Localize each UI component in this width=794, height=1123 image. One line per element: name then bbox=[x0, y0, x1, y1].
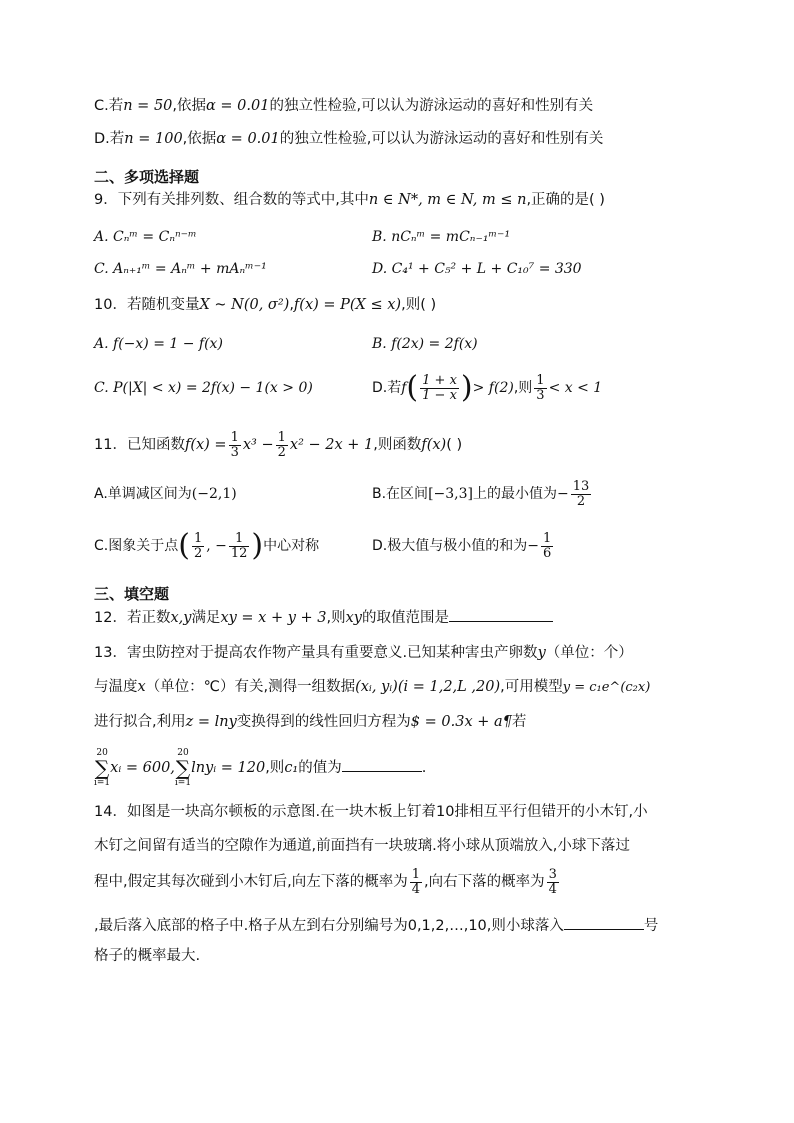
question-14-line-2: 木钉之间留有适当的空隙作为通道,前面挡有一块玻璃.将小球从顶端放入,小球下落过 bbox=[94, 838, 630, 854]
question-10-stem: 10．若随机变量X ~ N(0, σ²),f(x) = P(X ≤ x),则( ) bbox=[94, 297, 437, 313]
question-10-option-d: D.若f( $\frac{1 + x}{1 - x}$ )> f(2),则 $\frac{1}{3}$ < x < 1 bbox=[372, 370, 603, 405]
section-title-fill-in: 三、填空题 bbox=[94, 585, 170, 603]
fraction: $\frac{3}{4}$ bbox=[548, 866, 557, 897]
summation-1: 20 ∑ i=1 bbox=[94, 748, 111, 788]
question-13-line-2: 与温度x（单位：℃）有关,测得一组数据(xᵢ, yᵢ)(i = 1,2,L ,20),可用模型y = c₁e^(c₂x) bbox=[94, 679, 651, 695]
paren-open: ( bbox=[178, 528, 190, 563]
question-9-stem: 9．下列有关排列数、组合数的等式中,其中n ∈ N*, m ∈ N, m ≤ n,正确的是( ) bbox=[94, 192, 605, 208]
question-9-option-a: A. Cₙᵐ = Cₙⁿ⁻ᵐ bbox=[94, 229, 197, 245]
question-14-line-4: ,最后落入底部的格子中.格子从左到右分别编号为0,1,2,…,10,则小球落入 号 bbox=[94, 915, 658, 937]
question-11-option-c: C.图象关于点( $\frac{1}{2}$ , − $\frac{1}{12}$ )中心对称 bbox=[94, 528, 320, 563]
fraction: $\frac{1}{6}$ bbox=[542, 530, 552, 561]
question-9-option-c: C. Aₙ₊₁ᵐ = Aₙᵐ + mAₙᵐ⁻¹ bbox=[94, 261, 267, 277]
question-13-line-4: 20 ∑ i=1 xᵢ = 600, 20 ∑ i=1 lnyᵢ = 120,则c₁的值为 . bbox=[94, 748, 427, 788]
fraction: $\frac{13}{2}$ bbox=[572, 478, 590, 509]
sigma-symbol: ∑ bbox=[94, 756, 110, 780]
option-8d: D.若n = 100,依据α = 0.01的独立性检验,可以认为游泳运动的喜好和性别有关 bbox=[94, 131, 604, 147]
question-12-stem: 12．若正数x,y满足xy = x + y + 3,则xy的取值范围是 bbox=[94, 607, 553, 629]
answer-blank-13[interactable] bbox=[342, 757, 422, 772]
question-11-option-d: D.极大值与极小值的和为− $\frac{1}{6}$ bbox=[372, 530, 552, 561]
question-13-line-1: 13．害虫防控对于提高农作物产量具有重要意义.已知某种害虫产卵数y（单位：个） bbox=[94, 645, 633, 661]
question-11-stem: 11．已知函数f(x) = $\frac{1}{3}$ x³ − $\frac{1}{2}$ x² − 2x + 1,则函数f(x)( ) bbox=[94, 429, 463, 460]
fraction: $\frac{1}{2}$ bbox=[277, 429, 286, 460]
fraction: $\frac{1}{12}$ bbox=[230, 530, 248, 561]
question-9-option-d: D. C₄¹ + C₅² + L + C₁₀⁷ = 330 bbox=[372, 261, 582, 277]
section-title-multiple-choice: 二、多项选择题 bbox=[94, 168, 200, 186]
question-9-option-b: B. nCₙᵐ = mCₙ₋₁ᵐ⁻¹ bbox=[372, 229, 511, 245]
paren-open: ( bbox=[406, 370, 419, 405]
paren-close: ) bbox=[460, 370, 473, 405]
option-8c: C.若n = 50,依据α = 0.01的独立性检验,可以认为游泳运动的喜好和性别有关 bbox=[94, 98, 594, 114]
question-11-option-a: A.单调减区间为(−2,1) bbox=[94, 486, 237, 502]
summation-2: 20 ∑ i=1 bbox=[174, 748, 192, 788]
paren-close: ) bbox=[251, 528, 264, 563]
answer-blank-14[interactable] bbox=[564, 915, 644, 930]
fraction: $\frac{1}{3}$ bbox=[230, 429, 239, 460]
fraction: $\frac{1}{2}$ bbox=[193, 530, 203, 561]
question-14-line-1: 14．如图是一块高尔顿板的示意图.在一块木板上钉着10排相互平行但错开的小木钉,小 bbox=[94, 804, 648, 820]
fraction: $\frac{1}{4}$ bbox=[411, 866, 420, 897]
question-14-line-3: 程中,假定其每次碰到小木钉后,向左下落的概率为 $\frac{1}{4}$ ,向右下落的概率为 $\frac{3}{4}$ bbox=[94, 866, 557, 897]
question-10-option-c: C. P(|X| < x) = 2f(x) − 1(x > 0) bbox=[94, 380, 313, 396]
fraction: $\frac{1}{3}$ bbox=[536, 372, 545, 403]
question-11-option-b: B.在区间[−3,3]上的最小值为− $\frac{13}{2}$ bbox=[372, 478, 590, 509]
answer-blank-12[interactable] bbox=[449, 607, 553, 622]
sigma-symbol: ∑ bbox=[175, 756, 191, 780]
question-13-line-3: 进行拟合,利用z = lny变换得到的线性回归方程为$ = 0.3x + a¶若 bbox=[94, 714, 527, 730]
question-10-option-a: A. f(−x) = 1 − f(x) bbox=[94, 336, 223, 352]
question-10-option-b: B. f(2x) = 2f(x) bbox=[372, 336, 478, 352]
question-14-line-5: 格子的概率最大. bbox=[94, 948, 201, 964]
fraction: $\frac{1 + x}{1 - x}$ bbox=[422, 372, 457, 403]
